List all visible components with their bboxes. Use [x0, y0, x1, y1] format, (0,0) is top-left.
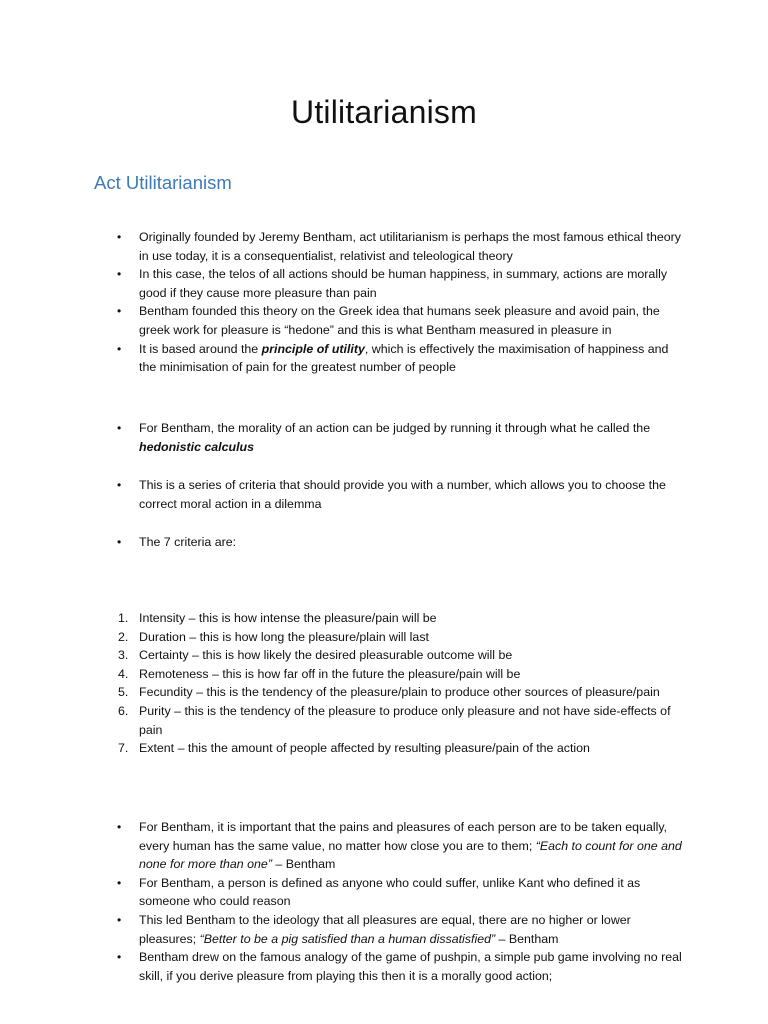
criteria-item: [0, 665, 768, 684]
list-item-text: Bentham founded this theory on the Greek idea that humans seek pleasure and avoid pain, the greek work for pleasure is “hedone” and this is what Bentham measured in pleasure in: [139, 304, 660, 337]
bullet-marker: •: [117, 421, 122, 435]
criteria-text: Intensity – this is how intense the pleasure/pain will be: [139, 611, 437, 625]
criteria-item: [0, 739, 768, 758]
bullet-marker: •: [117, 912, 122, 927]
bullet-marker: •: [117, 304, 122, 319]
criteria-item: [0, 702, 768, 739]
bullet-marker: •: [117, 341, 122, 356]
item-number: 6.: [118, 703, 129, 718]
list-item-text-post: – Bentham: [495, 931, 559, 946]
list-item-text: For Bentham, a person is defined as anyone who could suffer, unlike Kant who defined it as someone who could reason: [139, 875, 641, 909]
principle-of-utility-term: principle of utility: [261, 341, 365, 356]
quote-text: “Each to count for one and none for more than one”: [139, 838, 682, 872]
document-title: Utilitarianism: [291, 94, 477, 130]
intro-bullet-list: [0, 228, 768, 377]
list-item: [0, 911, 768, 948]
criteria-item: [0, 683, 768, 702]
calculus-bullet-list: [0, 419, 768, 456]
list-item: [0, 228, 768, 265]
list-item-text: Bentham drew on the famous analogy of the game of pushpin, a simple pub game involving no real skill, if you derive pleasure from playing this then it is a morally good action;: [139, 950, 682, 983]
quote-text: “Better to be a pig satisfied than a human dissatisfied”: [199, 931, 496, 946]
bullet-marker: •: [117, 820, 122, 834]
closing-bullet-list: [0, 818, 768, 985]
criteria-numbered-list: [0, 609, 768, 758]
list-item: [0, 874, 768, 911]
item-number: 7.: [118, 741, 129, 756]
criteria-text: Remoteness – this is how far off in the future the pleasure/pain will be: [139, 666, 521, 681]
list-item: [0, 302, 768, 339]
item-number: 1.: [118, 611, 129, 625]
section-heading: Act Utilitarianism: [94, 172, 232, 193]
criteria-text: Duration – this is how long the pleasure/plain will last: [139, 629, 429, 644]
list-item: [0, 265, 768, 302]
criteria-item: [0, 628, 768, 647]
bullet-marker: •: [117, 950, 122, 965]
list-item: [0, 340, 768, 377]
item-number: 4.: [118, 666, 129, 681]
list-item-text: Originally founded by Jeremy Bentham, act utilitarianism is perhaps the most famous ethical theory in use today, it is a consequentialist, relativist and teleological theory: [139, 230, 681, 263]
item-number: 2.: [118, 629, 129, 644]
series-bullet-list: [0, 476, 768, 513]
criteria-text: Purity – this is the tendency of the pleasure to produce only pleasure and not have side-effects of pain: [139, 703, 671, 737]
criteria-item: [0, 646, 768, 665]
list-item-text-pre: For Bentham, the morality of an action can be judged by running it through what he called the: [139, 421, 651, 435]
bullet-marker: •: [117, 875, 122, 890]
list-item-text: In this case, the telos of all actions should be human happiness, in summary, actions are morally good if they cause more pleasure than pain: [139, 267, 668, 300]
list-item-text: The 7 criteria are:: [139, 535, 237, 549]
list-item-text-pre: This led Bentham to the ideology that all pleasures are equal, there are no higher or lower pleasures;: [139, 912, 631, 946]
list-item-text-pre: It is based around the: [139, 341, 262, 356]
list-item: [0, 818, 768, 874]
criteria-intro-list: [0, 533, 768, 552]
list-item-text-pre: For Bentham, it is important that the pains and pleasures of each person are to be taken equally, every human has the same value, no matter how close you are to them;: [139, 820, 668, 853]
hedonistic-calculus-term: hedonistic calculus: [139, 439, 254, 454]
list-item-text-post: , which is effectively the maximisation of happiness and the minimisation of pain for the greatest number of people: [139, 341, 669, 375]
item-number: 5.: [118, 685, 129, 700]
criteria-item: [0, 609, 768, 628]
criteria-text: Certainty – this is how likely the desired pleasurable outcome will be: [139, 648, 513, 663]
list-item: [0, 419, 768, 456]
criteria-text: Fecundity – this is the tendency of the pleasure/plain to produce other sources of pleasure/pain: [139, 685, 660, 700]
list-item: [0, 476, 768, 513]
criteria-text: Extent – this the amount of people affected by resulting pleasure/pain of the action: [139, 741, 590, 756]
bullet-marker: •: [117, 535, 122, 549]
list-item-text-post: – Bentham: [271, 857, 336, 872]
item-number: 3.: [118, 648, 129, 663]
bullet-marker: •: [117, 267, 122, 282]
list-item: [0, 533, 768, 552]
bullet-marker: •: [117, 478, 122, 492]
bullet-marker: •: [117, 230, 122, 244]
list-item-text: This is a series of criteria that should provide you with a number, which allows you to choose the correct moral action in a dilemma: [139, 478, 666, 511]
list-item: [0, 948, 768, 985]
